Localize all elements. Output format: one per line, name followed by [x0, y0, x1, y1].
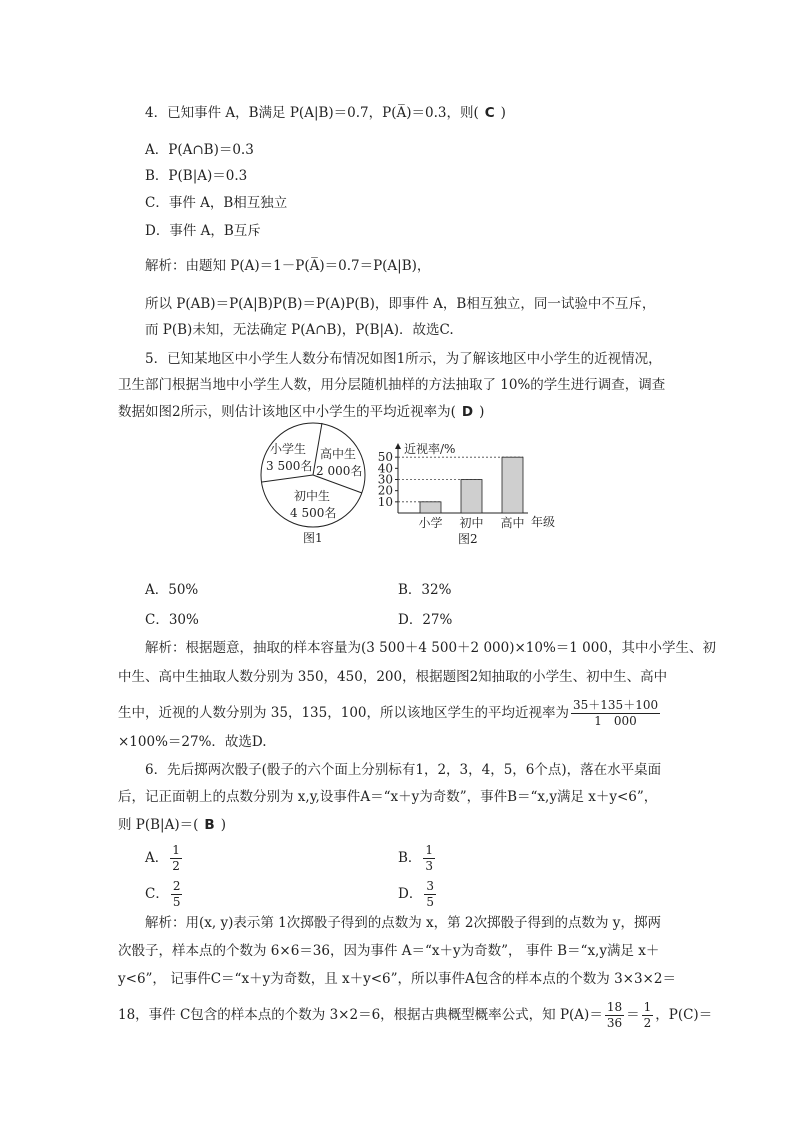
- bar-ticks: [378, 450, 523, 509]
- q5-fraction: [571, 698, 660, 729]
- q6-option-c: [145, 879, 184, 910]
- y-tick-label-10: 10: [377, 494, 393, 509]
- q6-option-b: [398, 843, 437, 874]
- pie-figure: [258, 420, 378, 550]
- bar-高中: [502, 457, 523, 513]
- q5-answer: D: [461, 404, 474, 420]
- pie-caption: 图1: [303, 531, 323, 545]
- q6-option-b-den: 3: [425, 859, 434, 873]
- q5-analysis-line-3: [118, 698, 662, 729]
- q5-analysis-line-4: ×100%＝27%．故选D.: [118, 734, 267, 750]
- q4-answer: C: [484, 105, 495, 121]
- q4-stem-text: 4．已知事件 A，B满足 P(A|B)＝0.7，P(A̅)＝0.3，则(: [145, 105, 479, 121]
- q6-analysis-line-2: 次骰子，样本点的个数为 6×6＝36，因为事件 A＝“x＋y为奇数”， 事件 B＝“x,y满足 x＋: [118, 943, 660, 959]
- y-tick-label-30: 30: [377, 472, 393, 487]
- q6-stem-line-3: [118, 815, 226, 835]
- q6-pa-res-den: 2: [643, 1016, 652, 1030]
- q6-pa-res-num: 1: [643, 1000, 652, 1014]
- pie-count-high: 2 000名: [316, 464, 363, 478]
- q4-analysis-line-1: 解析：由题知 P(A)＝1－P(A̅)＝0.7＝P(A|B)，: [145, 258, 431, 274]
- category-label-小学: 小学: [418, 516, 443, 530]
- q5-stem-line-1: 5．已知某地区中小学生人数分布情况如图1所示，为了解该地区中小学生的近视情况，: [145, 351, 662, 367]
- pie-count-middle: 4 500名: [290, 506, 337, 520]
- category-label-高中: 高中: [500, 516, 525, 530]
- bar-小学: [420, 502, 441, 513]
- pie-label-middle: 初中生: [294, 489, 331, 503]
- q4-close: ): [500, 105, 506, 121]
- q4-option-d: D．事件 A，B互斥: [145, 223, 261, 239]
- q6-option-b-num: 1: [425, 843, 434, 857]
- q5-stem-line-3: [118, 402, 484, 422]
- q6-analysis-line-4-text: 18，事件 C包含的样本点的个数为 3×2＝6，根据古典概型概率公式，知 P(A)＝: [118, 1007, 603, 1023]
- pie-count-primary: 3 500名: [266, 459, 313, 473]
- y-axis-arrow: [395, 443, 401, 449]
- bar-caption: 图2: [458, 532, 478, 546]
- bar-ylabel: 近视率/%: [404, 442, 456, 456]
- q6-stem-line-2: 后，记正面朝上的点数分别为 x,y,设事件A＝“x＋y为奇数”，事件B＝“x,y满足 x＋y<6”，: [118, 789, 658, 805]
- q6-analysis-line-3: y<6”， 记事件C＝“x＋y为奇数，且 x＋y<6”，所以事件A包含的样本点的个数为 3×3×2＝: [118, 971, 676, 987]
- q6-option-b-letter: B．: [398, 850, 422, 866]
- bar-初中: [461, 480, 482, 514]
- pie-label-primary: 小学生: [270, 442, 307, 456]
- bar-marks: [420, 457, 523, 513]
- q6-option-d-letter: D．: [398, 886, 423, 902]
- q6-option-a-letter: A．: [145, 850, 169, 866]
- q6-option-c-den: 5: [172, 895, 181, 909]
- q6-analysis-line-4: [118, 1000, 712, 1031]
- q6-option-d-frac: [424, 879, 436, 910]
- q5-stem-line-2: 卫生部门根据当地中小学生人数，用分层随机抽样的方法抽取了 10%的学生进行调查，调查: [118, 377, 666, 393]
- q6-stem-line-3-text: 则 P(B|A)＝(: [118, 817, 199, 833]
- q6-option-a-den: 2: [172, 859, 180, 873]
- q4-option-b: B．P(B|A)＝0.3: [145, 168, 248, 184]
- q4-stem: [145, 103, 506, 123]
- pie-label-high: 高中生: [320, 447, 357, 461]
- q5-analysis-line-2: 中生、高中生抽取人数分别为 350，450，200，根据题图2知抽取的小学生、初中生、高中: [118, 669, 668, 685]
- q6-option-c-letter: C．: [145, 886, 169, 902]
- q5-analysis-line-1: 解析：根据题意，抽取的样本容量为(3 500＋4 500＋2 000)×10%＝1 000，其中小学生、初: [145, 640, 716, 656]
- q5-fraction-num: 35＋135＋100: [573, 698, 659, 712]
- q4-option-c: C．事件 A，B相互独立: [145, 195, 288, 211]
- y-tick-label-20: 20: [377, 483, 393, 498]
- q6-option-c-frac: [171, 879, 183, 910]
- q6-option-c-num: 2: [172, 879, 181, 893]
- q6-pa-eq: ＝: [626, 1007, 640, 1023]
- q6-option-a: [145, 843, 184, 874]
- q6-option-d-num: 3: [426, 879, 434, 893]
- q6-pa-den: 36: [606, 1016, 623, 1030]
- q6-answer: B: [204, 817, 215, 833]
- q6-pc-tail: ，P(C)＝: [655, 1007, 713, 1023]
- q5-close: ): [479, 404, 485, 420]
- q5-analysis-line-3-text: 生中，近视的人数分别为 35，135，100，所以该地区学生的平均近视率为: [118, 705, 570, 721]
- q5-option-d: D．27%: [398, 612, 453, 628]
- q4-option-a: A．P(A∩B)＝0.3: [145, 142, 254, 158]
- category-label-初中: 初中: [459, 516, 484, 530]
- q5-option-b: B．32%: [398, 582, 452, 598]
- bar-categories: [418, 515, 524, 530]
- q4-analysis-line-3: 而 P(B)未知，无法确定 P(A∩B)，P(B|A)．故选C.: [145, 322, 454, 338]
- y-tick-label-40: 40: [377, 461, 393, 476]
- q6-option-d-den: 5: [426, 895, 434, 909]
- q6-analysis-line-1: 解析：用(x, y)表示第 1次掷骰子得到的点数为 x，第 2次掷骰子得到的点数为 y，掷两: [145, 915, 661, 931]
- q4-analysis-line-2: 所以 P(AB)＝P(A|B)P(B)＝P(A)P(B)，即事件 A，B相互独立，同一试验中不互斥，: [145, 296, 656, 312]
- q6-option-a-num: 1: [172, 843, 180, 857]
- q6-close: ): [220, 817, 226, 833]
- q6-stem-line-1: 6．先后掷两次骰子(骰子的六个面上分别标有1，2，3，4，5，6个点)，落在水平桌面: [145, 762, 662, 778]
- y-tick-label-50: 50: [377, 450, 393, 465]
- bar-xlabel: 年级: [531, 515, 556, 529]
- q5-fraction-den: 1 000: [594, 714, 637, 728]
- q6-option-d: [398, 879, 438, 910]
- q6-option-b-frac: [423, 843, 435, 874]
- q5-stem-line-3-text: 数据如图2所示，则估计该地区中小学生的平均近视率为(: [118, 404, 456, 420]
- q6-pa-num: 18: [606, 1000, 623, 1014]
- q6-pa-res-frac: [642, 1000, 654, 1031]
- bar-chart: [370, 440, 570, 550]
- q6-pa-frac: [605, 1000, 624, 1031]
- q6-option-a-frac: [170, 843, 182, 874]
- q5-option-a: A．50%: [145, 582, 199, 598]
- q5-option-c: C．30%: [145, 612, 199, 628]
